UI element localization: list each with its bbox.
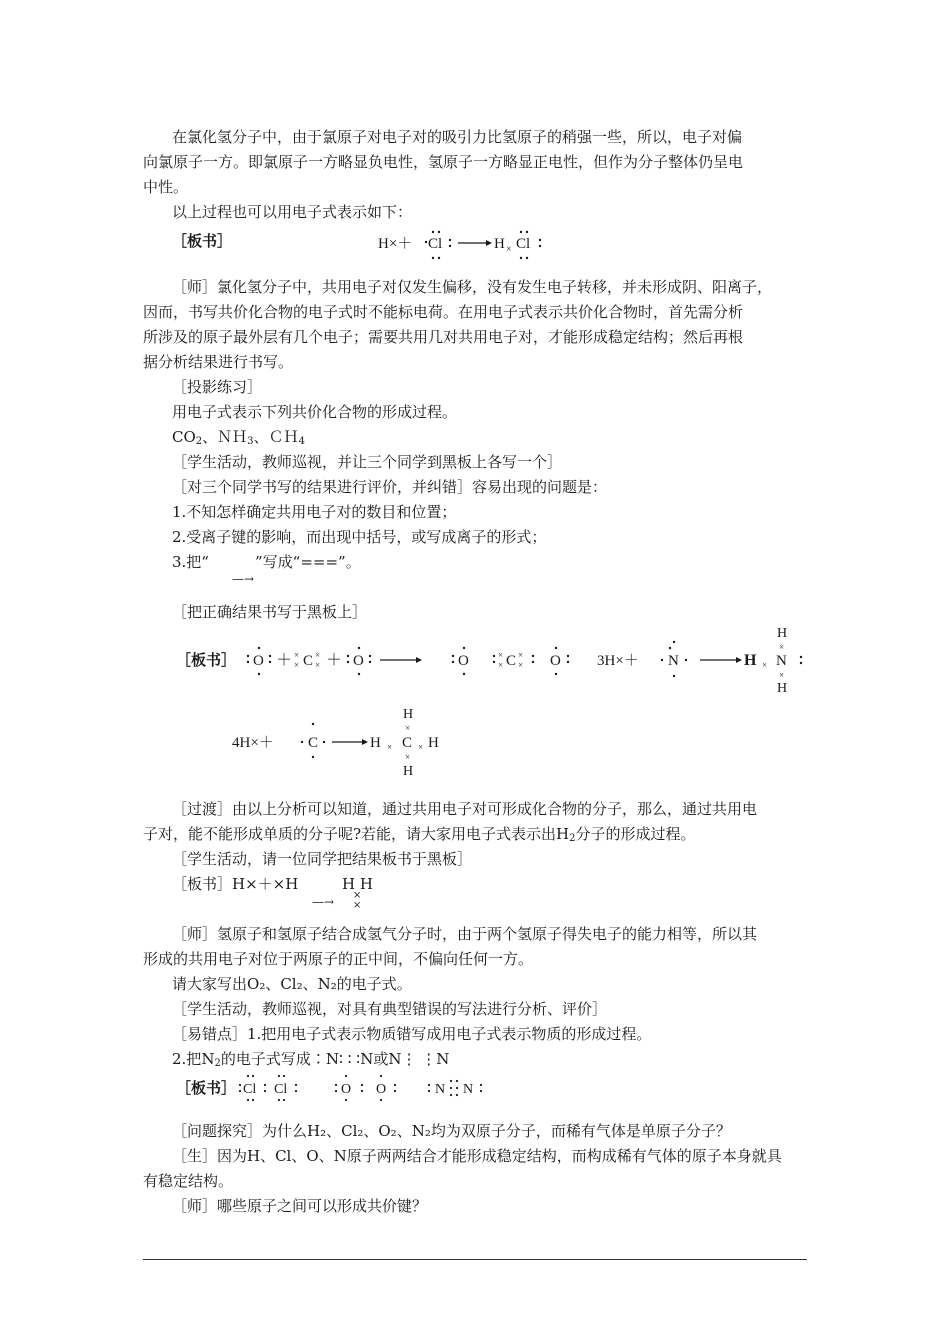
h2-shared-x: × xyxy=(353,890,362,901)
h2-formula: H xyxy=(556,825,570,843)
hcl-reactant-h: H×＋ xyxy=(378,236,413,252)
teacher-question: ［师］哪些原子之间可以形成共价键？ xyxy=(172,1197,428,1215)
para-hcl-l2: 向氯原子一方。即氯原子一方略显负电性，氢原子一方略显正电性，但作为分子整体仍呈电 xyxy=(143,153,744,171)
nh3-x-top: × xyxy=(779,642,785,652)
nh3-h-bottom: H xyxy=(777,681,788,696)
h2-subscript: 2 xyxy=(569,833,576,844)
issue-1: 1.不知怎样确定共用电子对的数目和位置； xyxy=(172,503,457,521)
ch4-x-right: × xyxy=(418,742,424,752)
hcl-product-h: H xyxy=(494,236,505,252)
cl2-atom-2: Cl xyxy=(274,1082,288,1097)
three-h-reactant: 3H×＋ xyxy=(597,653,639,669)
ch4-formation-formula xyxy=(226,700,466,780)
mistake2-or: 或 xyxy=(373,1050,389,1068)
mistake2-text: 的电子式写成 xyxy=(220,1050,311,1068)
banshu-tag-2: ［板书］ xyxy=(176,653,237,669)
co2-subscript: 2 xyxy=(195,436,203,447)
evaluation-text: ［对三个同学书写的结果进行评价，并纠错］容易出现的问题是： xyxy=(172,478,608,496)
para-teacher-l3: 所涉及的原子最外层有几个电子；需要共用几对共用电子对，才能形成稳定结构；然后再根 xyxy=(143,328,744,346)
ch4-h-top: H xyxy=(403,707,414,722)
ch4-h-right: H xyxy=(428,735,439,751)
para-teacher-l4: 据分析结果进行书写。 xyxy=(143,353,294,371)
touying-heading: ［投影练习］ xyxy=(172,378,263,396)
issue-3-prefix: 3.把“ xyxy=(172,553,209,571)
footer-divider xyxy=(143,1259,807,1260)
h2-reaction-arrow: —→ xyxy=(312,895,335,909)
para-teacher-l1: ［师］氯化氢分子中，共用电子对仅发生偏移，没有发生电子转移，并未形成阴、阳离子， xyxy=(172,278,773,296)
ask-suffix: 的电子式。 xyxy=(336,975,412,993)
activity-2: ［学生活动，请一位同学把结果板书于黑板］ xyxy=(172,850,473,868)
banshu-tag-4: ［板书］ xyxy=(176,1081,237,1097)
para-hcl-l1: 在氯化氢分子中，由于氯原子对电子对的吸引力比氢原子的稍强一些，所以，电子对偏 xyxy=(172,128,743,146)
cl-symbol-1: Cl xyxy=(428,236,443,252)
nh3-lone-dot-2 xyxy=(800,662,802,664)
ask-prefix: 请大家写出 xyxy=(172,975,248,993)
o-symbol-3: O xyxy=(458,653,469,669)
c-x-2: × xyxy=(294,660,300,670)
issue-3-arrow: —→ xyxy=(232,572,255,586)
n-symbol-2: N xyxy=(776,653,787,669)
ch4-x-left: × xyxy=(387,742,393,752)
ch4-h-left: H xyxy=(370,735,381,751)
issue-3-suffix: ”写成“===”。 xyxy=(254,553,361,571)
co2-x-3: × xyxy=(518,650,524,660)
para-transition-l1: ［过渡］由以上分析可以知道，通过共用电子对可形成化合物的分子，那么，通过共用电 xyxy=(172,800,758,818)
mistake2-prefix: 2.把 xyxy=(172,1050,202,1068)
common-mistake-2 xyxy=(172,1048,449,1070)
c-symbol-4: C xyxy=(402,735,413,751)
compound-list xyxy=(172,426,305,448)
n2-atom-1: N xyxy=(435,1082,446,1097)
student-answer-l2: 有稳定结构。 xyxy=(143,1172,234,1190)
para-transition-l2 xyxy=(143,823,696,845)
nh3-h-top: H xyxy=(777,626,788,641)
transition-l2-end: 分子的形成过程。 xyxy=(575,825,696,843)
h2-reaction-expr: H×＋×H xyxy=(232,875,299,893)
c-x-1: × xyxy=(294,650,300,660)
o2-atom-1: O xyxy=(341,1082,352,1097)
ask-formulas: O₂、Cl₂、N₂ xyxy=(247,975,337,993)
exercise-text: 用电子式表示下列共价化合物的形成过程。 xyxy=(172,403,458,421)
c-symbol-3: C xyxy=(308,735,319,751)
four-h-reactant: 4H×＋ xyxy=(232,735,274,751)
o-symbol-1: O xyxy=(253,653,264,669)
para-teacher-l2: 因而，书写共价化合物的电子式时不能标电荷。在用电子式表示共价化合物时，首先需分析 xyxy=(143,303,744,321)
h2-shared-x-2: × xyxy=(353,900,362,911)
h2-product: H H xyxy=(342,875,373,893)
ch4-x-bottom: × xyxy=(405,752,411,762)
shared-x-1: × xyxy=(506,244,512,255)
activity-3: ［学生活动，教师巡视，对具有典型错误的写法进行分析、评价］ xyxy=(172,1000,608,1018)
c-symbol-1: C xyxy=(303,653,314,669)
para-teacher2-l1: ［师］氢原子和氢原子结合成氢气分子时，由于两个氢原子得失电子的能力相等，所以其 xyxy=(172,925,758,943)
para-teacher2-l2: 形成的共用电子对位于两原子的正中间，不偏向任何一方。 xyxy=(143,950,534,968)
co2-x-4: × xyxy=(518,660,524,670)
ask-line xyxy=(172,973,412,995)
wrong-n2-form-1: ∶N∶ ∶ ∶N xyxy=(310,1050,374,1068)
o-symbol-2: O xyxy=(353,653,364,669)
plus-1: ＋ xyxy=(276,652,293,669)
student-answer-l1: ［生］因为H、Cl、O、N原子两两结合才能形成稳定结构，而构成稀有气体的原子本身就具 xyxy=(172,1147,782,1165)
ch4-x-top: × xyxy=(405,723,411,733)
nh3-x-bottom: × xyxy=(779,670,785,680)
hcl-formation-formula xyxy=(370,222,570,264)
nh3-h-left: H xyxy=(744,652,757,669)
reaction-arrowhead-3 xyxy=(736,657,742,663)
co2-x-1: × xyxy=(498,650,504,660)
c-x-3: × xyxy=(315,650,321,660)
banshu-tag-3: ［板书］ xyxy=(172,875,233,893)
para-hcl-l3: 中性。 xyxy=(143,178,189,196)
n2-subscript: 2 xyxy=(214,1058,221,1069)
reaction-arrowhead-4 xyxy=(362,739,368,745)
common-mistake-1: ［易错点］1.把用电子式表示物质错写成用电子式表示物质的形成过程。 xyxy=(172,1025,652,1043)
cl2-atom-1: Cl xyxy=(243,1082,257,1097)
compound-co2: CO xyxy=(172,428,196,446)
nh3-x-left: × xyxy=(762,660,768,670)
cl-symbol-2: Cl xyxy=(516,236,531,252)
para-electron-intro: 以上过程也可以用电子式表示如下： xyxy=(172,203,413,221)
issue-3 xyxy=(172,551,361,573)
o-symbol-4: O xyxy=(550,653,561,669)
n-symbol-1: N xyxy=(668,653,679,669)
compound-ch4: 、ＣＨ xyxy=(253,428,299,446)
correct-heading: ［把正确结果书写于黑板上］ xyxy=(172,603,368,621)
compound-nh3: 、ＮＨ xyxy=(202,428,248,446)
reaction-arrowhead-2 xyxy=(416,657,422,663)
diatomic-electron-formulas xyxy=(172,1068,532,1108)
activity-1: ［学生活动，教师巡视，并让三个同学到黑板上各写一个］ xyxy=(172,453,563,471)
issue-2: 2.受离子键的影响，而出现中括号，或写成离子的形式； xyxy=(172,528,547,546)
nh3-lone-dot-1 xyxy=(800,656,802,658)
o2-atom-2: O xyxy=(376,1082,387,1097)
n2-formula: N xyxy=(201,1050,215,1068)
ch4-subscript: 4 xyxy=(298,436,305,447)
nh3-subscript: 3 xyxy=(247,436,254,447)
h2-board-line xyxy=(172,873,298,895)
question-inquiry: ［问题探究］为什么H₂、Cl₂、O₂、N₂均为双原子分子，而稀有气体是单原子分子？ xyxy=(172,1122,731,1140)
ch4-h-bottom: H xyxy=(403,764,414,779)
co2-nh3-formation-formula xyxy=(172,620,812,700)
c-x-4: × xyxy=(315,660,321,670)
banshu-tag-1: ［板书］ xyxy=(172,232,233,250)
n2-atom-2: N xyxy=(463,1082,474,1097)
c-symbol-2: C xyxy=(506,653,517,669)
wrong-n2-form-2: N⋮ ⋮N xyxy=(388,1050,450,1068)
reaction-arrowhead-1 xyxy=(486,240,492,246)
plus-2: ＋ xyxy=(326,652,343,669)
co2-x-2: × xyxy=(498,660,504,670)
transition-l2-text: 子对，能不能形成单质的分子呢?若能，请大家用电子式表示出 xyxy=(143,825,557,843)
